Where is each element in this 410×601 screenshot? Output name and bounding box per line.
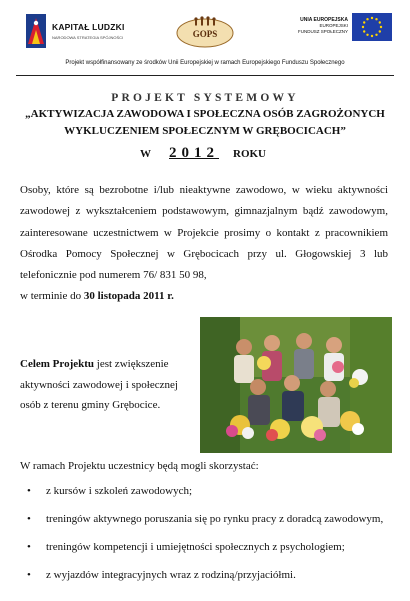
list-item: [20, 482, 392, 501]
benefit-text: z wyjazdów integracyjnych wraz z rodziną/przyjaciółmi.: [46, 569, 296, 581]
eu-line-1: UNIA EUROPEJSKA: [300, 17, 348, 23]
bullet-icon: •: [27, 485, 31, 497]
benefit-text: z kursów i szkoleń zawodowych;: [46, 485, 193, 497]
eu-flag-icon: [352, 13, 392, 41]
gops-logo-text: GOPS: [192, 29, 218, 39]
year-suffix: ROKU: [233, 148, 266, 160]
bullet-icon: •: [27, 569, 31, 581]
list-item: [20, 566, 392, 585]
list-item: [20, 538, 392, 557]
benefit-text: treningów kompetencji i umiejętności społecznych z psychologiem;: [46, 541, 345, 553]
eu-line-3: FUNDUSZ SPOŁECZNY: [297, 29, 348, 34]
project-year: [140, 145, 266, 162]
eu-logo: [292, 13, 392, 49]
kapital-ludzki-subtitle: NARODOWA STRATEGIA SPÓJNOŚCI: [52, 35, 124, 40]
project-goal: [20, 354, 192, 416]
kapital-ludzki-logo: [26, 14, 136, 50]
invitation-text: Osoby, które są bezrobotne i/lub nieaktywne zawodowo, w wieku aktywności zawodowej z wykształceniem podstawowym, gimnazjalnym bądź zawodowym, zainteresowane uczestnictwem w Projekcie prosimy o kontakt z pracownikiem Ośrodka Pomocy Społecznej w Grębocicach przy ul. Głogowskiej 3 lub telefonicznie pod numerem 76/ 831 50 98,: [20, 184, 388, 282]
project-goal-text: jest zwiększenie aktywności zawodowej i społecznej osób z terenu gminy Grębocice.: [20, 358, 178, 411]
benefit-text: treningów aktywnego poruszania się po rynku pracy z doradcą zawodowym,: [46, 513, 384, 525]
invitation-paragraph: [20, 180, 388, 308]
cofinancing-note: Projekt współfinansowany ze środków Unii Europejskiej w ramach Europejskiego Funduszu Społecznego: [65, 60, 345, 66]
deadline-prefix: w terminie do: [20, 290, 84, 303]
year-value: 2012: [169, 145, 219, 161]
header-divider: [16, 75, 394, 76]
benefits-list: [20, 482, 392, 594]
project-title-line-2: WYKLUCZENIEM SPOŁECZNYM W GRĘBOCICACH”: [64, 125, 346, 137]
kapital-ludzki-flag-icon: [26, 14, 46, 48]
project-goal-label: Celem Projektu: [20, 358, 95, 370]
kapital-ludzki-title: KAPITAŁ LUDZKI: [52, 22, 125, 32]
eu-logo-text: [298, 17, 348, 35]
project-title-line-1: „AKTYWIZACJA ZAWODOWA I SPOŁECZNA OSÓB ZAGROŻONYCH: [25, 108, 385, 120]
deadline-date: 30 listopada 2011 r.: [83, 290, 174, 303]
gops-logo: [176, 14, 234, 48]
participants-photo: [200, 317, 392, 453]
list-item: [20, 510, 392, 529]
eu-line-2: EUROPEJSKI: [319, 23, 348, 28]
bullet-icon: •: [27, 513, 31, 525]
bullet-icon: •: [27, 541, 31, 553]
benefits-intro: W ramach Projektu uczestnicy będą mogli skorzystać:: [20, 460, 259, 472]
year-prefix: W: [140, 148, 151, 160]
project-heading: PROJEKT SYSTEMOWY: [111, 92, 299, 104]
